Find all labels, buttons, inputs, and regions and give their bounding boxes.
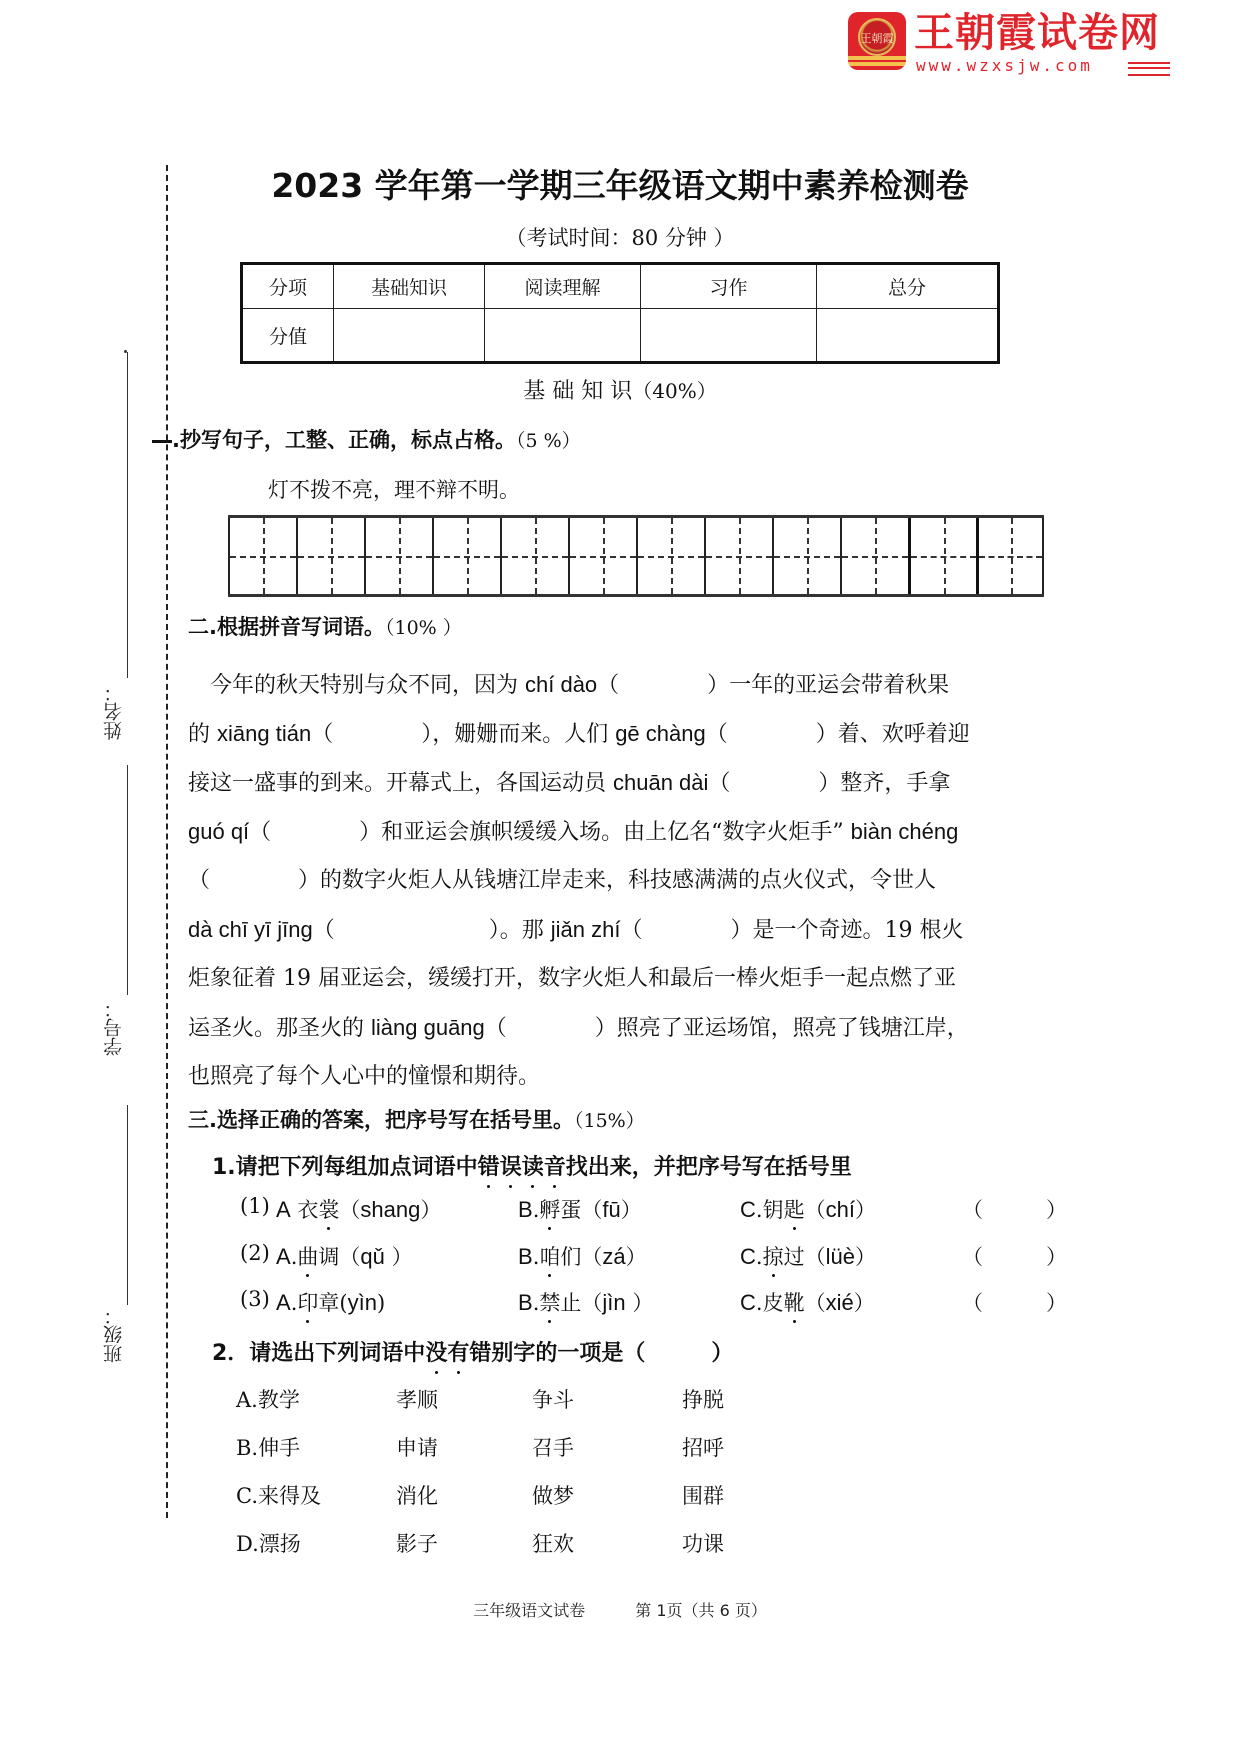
passage-text: 运圣火。那圣火的 — [188, 1016, 371, 1041]
choice-word: 招呼 — [682, 1436, 724, 1460]
passage-text: 炬象征着 19 届亚运会，缓缓打开，数字火炬人和最后一棒火炬手一起点燃了亚 — [188, 966, 956, 991]
footer-paper-name: 三年级语文试卷 — [473, 1601, 586, 1620]
passage-line — [188, 1052, 1058, 1101]
emphasis-char: 没 — [425, 1341, 448, 1366]
writing-grid-cell[interactable] — [772, 518, 840, 594]
choice-word: 消化 — [396, 1484, 438, 1508]
row-number: (1) — [240, 1194, 270, 1218]
choice-word: 孝顺 — [396, 1388, 438, 1412]
q1-number-mark — [152, 440, 172, 443]
choice-word: 功课 — [682, 1532, 724, 1556]
q3-sub1-title-dotted — [478, 1155, 566, 1180]
writing-grid-cell[interactable] — [976, 518, 1044, 594]
score-cell[interactable] — [334, 309, 485, 363]
q1-sentence: 灯不拨不亮，理不辩不明。 — [268, 478, 520, 502]
score-table-value-row — [242, 309, 999, 363]
answer-blank[interactable]: （ ） — [962, 1291, 1067, 1315]
writing-grid-cell[interactable] — [704, 518, 772, 594]
pinyin-prompt: jiǎn zhí — [550, 917, 621, 942]
logo-badge-text: 王朝霞 — [860, 32, 894, 45]
passage-text: （ ）的数字火炬人从钱塘江岸走来，科技感满满的点火仪式，令世人 — [188, 868, 937, 893]
choice-word: 挣脱 — [682, 1388, 724, 1412]
option-a: A.曲调（qǔ ） — [276, 1244, 413, 1269]
passage-line — [188, 660, 1058, 709]
emphasis-char: 有 — [447, 1341, 470, 1366]
choice-word: 围群 — [682, 1484, 724, 1508]
q1-title — [172, 424, 581, 454]
passage-line — [188, 856, 1058, 905]
writing-grid-cell[interactable] — [568, 518, 636, 594]
passage-text: 接这一盛事的到来。开幕式上，各国运动员 — [188, 771, 613, 796]
column-header: 总分 — [817, 264, 999, 309]
passage-text: （ ）一年的亚运会带着秋果 — [597, 673, 950, 698]
passage-line — [188, 807, 1058, 856]
writing-grid-cell[interactable] — [840, 518, 908, 594]
writing-grid-cell[interactable] — [296, 518, 364, 594]
writing-grid-cell[interactable] — [636, 518, 704, 594]
choice-word: 影子 — [396, 1532, 438, 1556]
passage-text: 也照亮了每个人心中的憧憬和期待。 — [188, 1064, 541, 1089]
logo-waves-icon — [1128, 62, 1170, 76]
option-b: B.咱们（zá） — [518, 1244, 647, 1269]
choice-word: 争斗 — [532, 1388, 574, 1412]
score-table — [240, 262, 1000, 364]
score-table-header-row — [242, 264, 999, 309]
pinyin-prompt: liàng guāng — [371, 1015, 485, 1040]
writing-grid-cell[interactable] — [908, 518, 976, 594]
passage-text: 今年的秋天特别与众不同，因为 — [188, 673, 525, 698]
passage-text: （ ）着、欢呼着迎 — [705, 722, 970, 747]
option-c: C.皮靴（xié） — [740, 1290, 875, 1315]
writing-grid[interactable] — [228, 515, 1044, 597]
emphasis-char: 读 — [521, 1155, 544, 1180]
name-label: 姓名： — [103, 683, 125, 741]
class-label: 班级： — [103, 1306, 125, 1364]
exam-duration: （考试时间：80 分钟 ） — [505, 226, 735, 250]
q2-passage — [188, 660, 1058, 1101]
logo-url: www.wzxsjw.com — [916, 56, 1093, 75]
pinyin-prompt: chuān dài — [613, 770, 709, 795]
option-a: A 衣裳（shang） — [276, 1197, 442, 1222]
choice-option-label[interactable]: B.伸手 — [236, 1436, 301, 1460]
binding-dashed-line — [166, 165, 168, 1518]
q2-percent: （10% ） — [384, 617, 462, 639]
pinyin-prompt: guó qí — [188, 819, 250, 844]
q2-title-text: 二.根据拼音写词语。 — [188, 615, 385, 639]
passage-text: （ ），姗姗而来。人们 — [311, 722, 616, 747]
column-header: 阅读理解 — [485, 264, 641, 309]
choice-word: 召手 — [532, 1436, 574, 1460]
q3-title — [188, 1104, 645, 1134]
passage-line — [188, 709, 1058, 758]
choice-word: 做梦 — [532, 1484, 574, 1508]
score-cell[interactable] — [817, 309, 999, 363]
q3-title-text: 三.选择正确的答案，把序号写在括号里。 — [188, 1108, 574, 1132]
page-footer — [0, 1598, 1240, 1621]
choice-option-label[interactable]: C.来得及 — [236, 1484, 321, 1508]
class-fill-line — [127, 1105, 128, 1305]
q3-percent: （15%） — [573, 1110, 645, 1132]
section-heading — [0, 374, 1240, 405]
option-b: B.禁止（jìn ） — [518, 1290, 654, 1315]
q3-sub2-title-post: 错别字的一项是（ ） — [469, 1341, 734, 1366]
exam-title: 2023 学年第一学期三年级语文期中素养检测卷 — [271, 166, 969, 205]
logo-badge-icon — [848, 12, 906, 70]
option-a: A.印章(yìn) — [276, 1290, 386, 1315]
pinyin-prompt: chí dào — [525, 672, 598, 697]
passage-line — [188, 1003, 1058, 1052]
q3-sub2-title-pre: 2．请选出下列词语中 — [212, 1341, 426, 1366]
q3-sub1-title — [212, 1150, 852, 1181]
q1-title-text: .抄写句子，工整、正确，标点占格。 — [172, 428, 516, 452]
option-b: B.孵蛋（fū） — [518, 1197, 642, 1222]
column-header: 基础知识 — [334, 264, 485, 309]
column-header: 习作 — [641, 264, 817, 309]
emphasis-char: 音 — [543, 1155, 566, 1180]
choice-word: 申请 — [396, 1436, 438, 1460]
passage-text: （ ）是一个奇迹。19 根火 — [620, 918, 964, 943]
score-cell[interactable] — [485, 309, 641, 363]
passage-line — [188, 758, 1058, 807]
passage-text: 的 — [188, 722, 217, 747]
site-logo — [848, 12, 1218, 74]
row-number: (2) — [240, 1241, 270, 1265]
pinyin-prompt: dà chī yī jīng — [188, 917, 313, 942]
passage-text: （ ）照亮了亚运场馆，照亮了钱塘江岸， — [484, 1016, 969, 1041]
footer-page-number: 第 1页（共 6 页） — [635, 1601, 767, 1620]
q2-title — [188, 611, 462, 641]
q3-sub1-title-pre: 1.请把下列每组加点词语中 — [212, 1155, 478, 1180]
passage-text: （ ）和亚运会旗帜缓缓入场。由上亿名“数字火炬手” — [249, 820, 851, 845]
choice-option-label[interactable]: A.教学 — [236, 1388, 300, 1412]
student-id-fill-line — [127, 765, 128, 995]
row-label: 分项 — [242, 264, 334, 309]
answer-blank[interactable]: （ ） — [962, 1198, 1067, 1222]
passage-line — [188, 954, 1058, 1003]
passage-line — [188, 905, 1058, 954]
option-c: C.钥匙（chí） — [740, 1197, 876, 1222]
score-cell[interactable] — [641, 309, 817, 363]
passage-text: （ ）整齐，手拿 — [708, 771, 951, 796]
answer-blank[interactable]: （ ） — [962, 1245, 1067, 1269]
pinyin-prompt: xiāng tián — [217, 721, 312, 746]
pinyin-prompt: gē chàng — [615, 721, 706, 746]
writing-grid-cell[interactable] — [432, 518, 500, 594]
emphasis-char: 误 — [499, 1155, 522, 1180]
student-id-label: 学号： — [103, 999, 125, 1057]
row-label: 分值 — [242, 309, 334, 363]
section-percent: （40%） — [632, 379, 717, 403]
emphasis-char: 错 — [477, 1155, 500, 1180]
q3-sub2-title-dotted — [425, 1341, 469, 1366]
q3-sub1-title-post: 找出来，并把序号写在括号里 — [565, 1155, 852, 1180]
q3-sub2-title — [212, 1336, 733, 1367]
choice-word: 狂欢 — [532, 1532, 574, 1556]
choice-option-label[interactable]: D.漂扬 — [236, 1532, 301, 1556]
logo-title: 王朝霞试卷网 — [914, 10, 1160, 56]
section-title: 基 础 知 识 — [523, 379, 633, 404]
writing-grid-cell[interactable] — [228, 518, 296, 594]
row-number: (3) — [240, 1287, 270, 1311]
writing-grid-cell[interactable] — [364, 518, 432, 594]
option-c: C.掠过（lüè） — [740, 1244, 876, 1269]
passage-text: （ ）。那 — [312, 918, 551, 943]
writing-grid-cell[interactable] — [500, 518, 568, 594]
q1-percent: （5 %） — [515, 430, 581, 452]
pinyin-prompt: biàn chéng — [850, 819, 959, 844]
